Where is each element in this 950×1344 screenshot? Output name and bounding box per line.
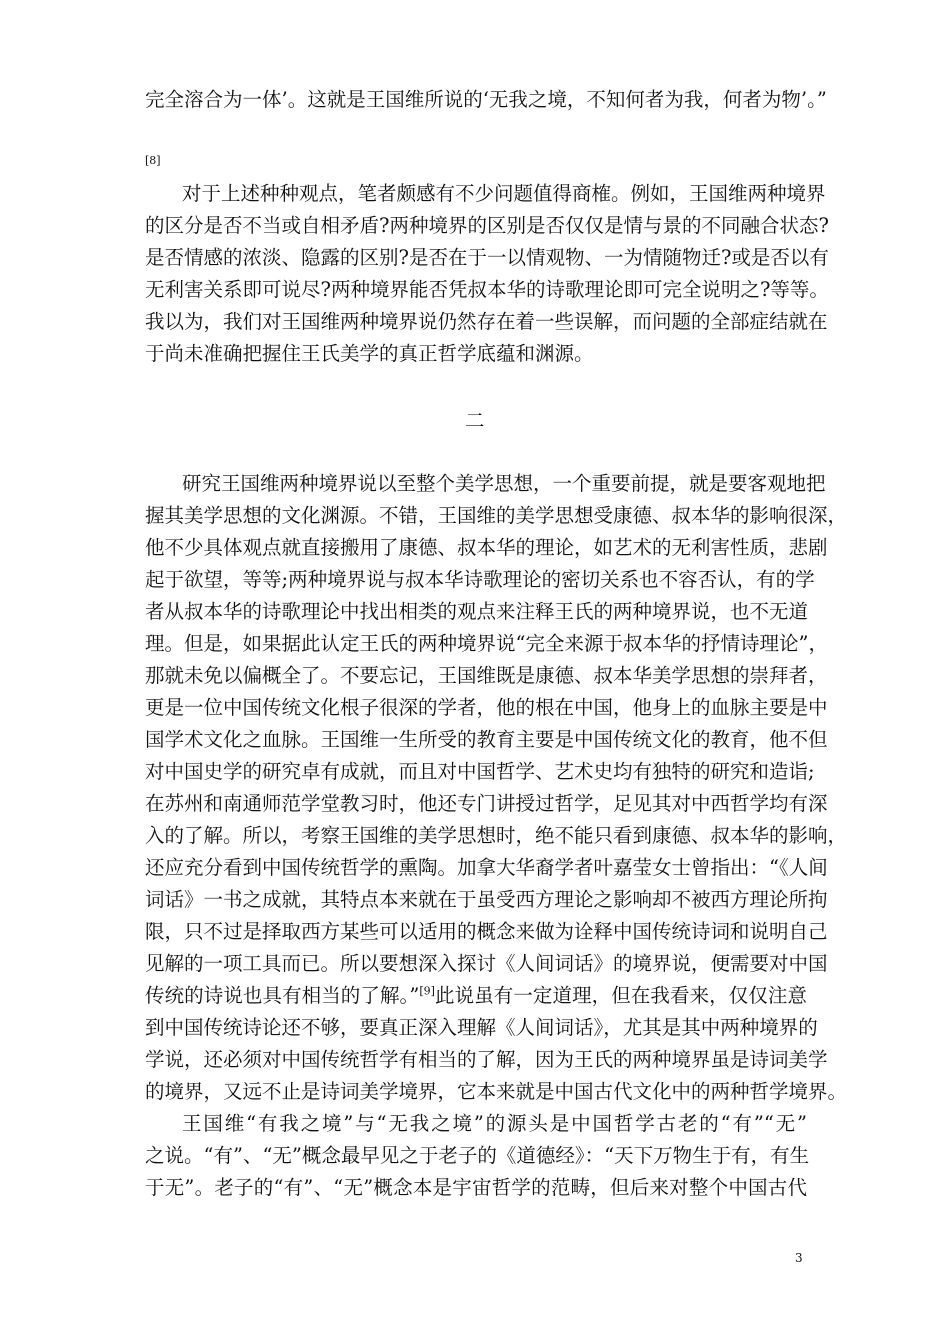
text-line: 者从叔本华的诗歌理论中找出相类的观点来注释王氏的两种境界说，也不无道 (145, 600, 809, 623)
text-line: 对于上述种种观点，笔者颇感有不少问题值得商榷。例如，王国维两种境界 (182, 182, 826, 205)
page-number: 3 (795, 1251, 803, 1265)
text-line: 到中国传统诗论还不够，要真正深入理解《人间词话》，尤其是其中两种境界的 (145, 1016, 818, 1039)
text-line: 理。但是，如果据此认定王氏的两种境界说“完全来源于叔本华的抒情诗理论”， (145, 632, 828, 655)
text-segment: 传统的诗说也具有相当的了解。” (145, 984, 420, 1007)
text-line: 那就未免以偏概全了。不要忘记，王国维既是康德、叔本华美学思想的崇拜者， (145, 664, 828, 687)
text-line (145, 982, 807, 1010)
text-line: 对中国史学的研究卓有成就，而且对中国哲学、艺术史均有独特的研究和造诣; (145, 760, 815, 783)
text-line: 学说，还必须对中国传统哲学有相当的了解，因为王氏的两种境界虽是诗词美学 (145, 1048, 828, 1071)
text-line: 在苏州和南通师范学堂教习时，他还专门讲授过哲学，足见其对中西哲学均有深 (145, 792, 828, 815)
text-line: 我以为，我们对王国维两种境界说仍然存在着一些误解，而问题的全部症结就在 (145, 310, 828, 333)
text-line: 限，只不过是择取西方某些可以适用的概念来做为诠释中国传统诗词和说明自己 (145, 920, 828, 943)
citation-ref-9: [9] (419, 984, 435, 998)
section-number: 二 (465, 409, 485, 432)
text-line: 见解的一项工具而已。所以要想深入探讨《人间词话》的境界说，便需要对中国 (145, 952, 828, 975)
text-line: 的境界，又远不止是诗词美学境界，它本来就是中国古代文化中的两种哲学境界。 (145, 1080, 848, 1103)
text-line: 他不少具体观点就直接搬用了康德、叔本华的理论，如艺术的无利害性质，悲剧 (145, 536, 828, 559)
text-segment: 此说虽有一定道理，但在我看来，仅仅注意 (434, 984, 807, 1007)
text-line: 于无”。老子的“有”、“无”概念本是宇宙哲学的范畴，但后来对整个中国古代 (145, 1176, 807, 1199)
text-line: 国学术文化之血脉。王国维一生所受的教育主要是中国传统文化的教育，他不但 (145, 728, 828, 751)
text-line: 词话》一书之成就，其特点本来就在于虽受西方理论之影响却不被西方理论所拘 (145, 888, 828, 911)
text-line: 之说。“有”、“无”概念最早见之于老子的《道德经》：“天下万物生于有，有生 (145, 1144, 810, 1167)
text-line: 研究王国维两种境界说以至整个美学思想，一个重要前提，就是要客观地把 (182, 472, 826, 495)
text-line: 握其美学思想的文化渊源。不错，王国维的美学思想受康德、叔本华的影响很深， (145, 504, 848, 527)
text-line: 还应充分看到中国传统哲学的熏陶。加拿大华裔学者叶嘉莹女士曾指出：“《人间 (145, 856, 828, 879)
text-line: 更是一位中国传统文化根子很深的学者，他的根在中国，他身上的血脉主要是中 (145, 696, 828, 719)
citation-ref-8: [8] (145, 154, 161, 167)
text-line: 起于欲望，等等;两种境界说与叔本华诗歌理论的密切关系也不容否认，有的学 (145, 568, 815, 591)
text-line: 是否情感的浓淡、隐露的区别?是否在于一以情观物、一为情随物迁?或是否以有 (145, 246, 829, 269)
text-line: 无利害关系即可说尽?两种境界能否凭叔本华的诗歌理论即可完全说明之?等等。 (145, 278, 829, 301)
text-line: 于尚未准确把握住王氏美学的真正哲学底蕴和渊源。 (145, 342, 594, 365)
text-line: 王国维“有我之境”与“无我之境”的源头是中国哲学古老的“有”“无” (182, 1112, 807, 1135)
text-line: 完全溶合为一体’。这就是王国维所说的‘无我之境，不知何者为我，何者为物’。” (145, 88, 827, 111)
text-line: 入的了解。所以，考察王国维的美学思想时，绝不能只看到康德、叔本华的影响， (145, 824, 848, 847)
text-line: 的区分是否不当或自相矛盾?两种境界的区别是否仅仅是情与景的不同融合状态? (145, 214, 829, 237)
